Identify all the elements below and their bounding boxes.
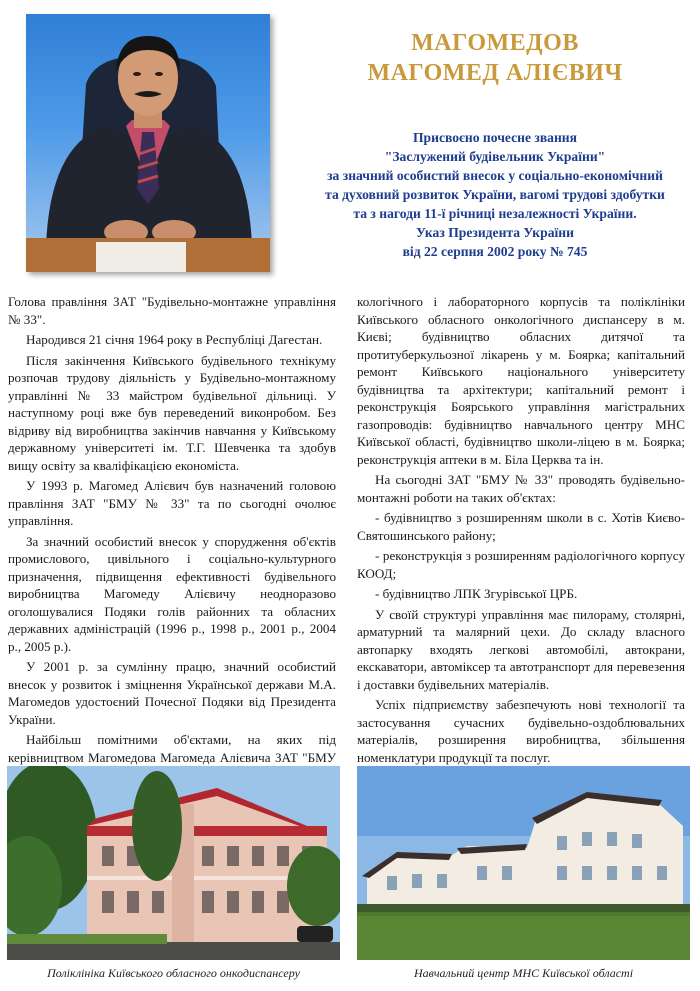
paragraph: Голова правління ЗАТ "Будівельно-монтажне управління № 33". — [8, 294, 336, 327]
award-line: за значний особистий внесок у соціально-економічний — [327, 168, 663, 183]
training-center-illustration — [357, 766, 690, 960]
award-line: та з нагоди 11-ї річниці незалежності України. — [353, 206, 637, 221]
award-line: Присвоєно почесне звання — [412, 130, 577, 145]
paragraph: За значний особистий внесок у спорудження об'єктів промислового, цивільного і соціально-культурного призначення, підвищення ефективності будівельного виробництва Магомеду Алієвичу неодноразово оголошувалися Подяки голів районних та обласних державних адміністрацій (1996 р., 1998 р., 2001 р., 2004 р., 2005 р.). — [8, 533, 336, 654]
paragraph: Найбільш помітними об'єктами, на яких під керівництвом Магомедова Магомеда Алієвича ЗАТ "БМУ — [8, 732, 336, 765]
award-line: та духовний розвиток України, вагомі трудові здобутки — [325, 187, 665, 202]
training-center-caption: Навчальний центр МНС Київської області — [413, 966, 634, 980]
paragraph: Народився 21 січня 1964 року в Республіці Дагестан. — [26, 332, 323, 347]
award-line: Указ Президента України — [416, 225, 574, 240]
portrait-photo — [26, 14, 270, 272]
award-line: "Заслужений будівельник України" — [384, 149, 606, 164]
paragraph: - будівництво ЛПК Згурівської ЦРБ. — [375, 586, 578, 601]
left-text-column — [8, 293, 336, 804]
paragraph: - будівництво з розширенням школи в с. Хотів Києво-Святошинського району; — [357, 510, 685, 543]
portrait-illustration — [26, 14, 270, 272]
person-name — [300, 28, 690, 88]
paragraph: У 2001 р. за сумлінну працю, значний особистий внесок у розвиток і зміцнення Української держави М.А. Магомедов удостоєний Почесної Подяки від Президента України. — [8, 659, 336, 727]
paragraph: Успіх підприємству забезпечують нові технології та застосування сучасних будівельно-оздоблювальних матеріалів, розширення виробництва, збільшення номенклатури продукції та послуг. — [357, 697, 685, 765]
paragraph: У 1993 р. Магомед Алієвич був назначений головою правління ЗАТ "БМУ № 33" та по сьогодні очолює управління. — [8, 478, 336, 528]
clinic-photo — [7, 766, 340, 960]
name-given: МАГОМЕД АЛІЄВИЧ — [367, 60, 623, 86]
paragraph: - реконструкція з розширенням радіологічного корпусу КООД; — [357, 548, 685, 581]
award-block — [290, 128, 700, 261]
paragraph: На сьогодні ЗАТ "БМУ № 33" проводять будівельно-монтажні роботи на таких об'єктах: — [357, 472, 685, 505]
paragraph: кологічного і лабораторного корпусів та поліклініки Київського обласного онкологічного диспансеру в м. Києві; будівництво обласних дитячої та протитуберкульозної лікарень у м. Боярка; капітальний ремонт Київського національного університету будівництва та архітектури; капітальний ремонт і реконструкція Боярського управління магістральних газопроводів: будівництво навчального центру МНС Київської області, будівництво школи-ліцею в м. Боярка; реконструкція аптеки в м. Біла Церква та ін. — [357, 294, 685, 467]
name-surname: МАГОМЕДОВ — [411, 30, 579, 56]
right-text-column — [357, 293, 685, 825]
clinic-illustration — [7, 766, 340, 960]
training-center-photo — [357, 766, 690, 960]
paragraph: Після закінчення Київського будівельного технікуму розпочав трудову діяльність у Будівельно-монтажному управлінні № 33 майстром будівельної дільниці. У наступному році вже був переведений виконробом. Без відриву від виробництва закінчив навчання у Київському державному університеті ім. Т.Г. Шевченка та здобув вищу освіту за кваліфікацією економіста. — [8, 352, 336, 473]
paragraph: У своїй структурі управління має пилораму, столярні, арматурний та малярний цехи. До складу власного автопарку входять легкові автомобілі, автокрани, екскаватори, автоміксер та автотранспорт для перевезення і доставки будівельних матеріалів. — [357, 606, 685, 692]
award-line: від 22 серпня 2002 року № 745 — [402, 244, 588, 259]
clinic-caption: Поліклініка Київського обласного онкодиспансеру — [47, 966, 300, 980]
